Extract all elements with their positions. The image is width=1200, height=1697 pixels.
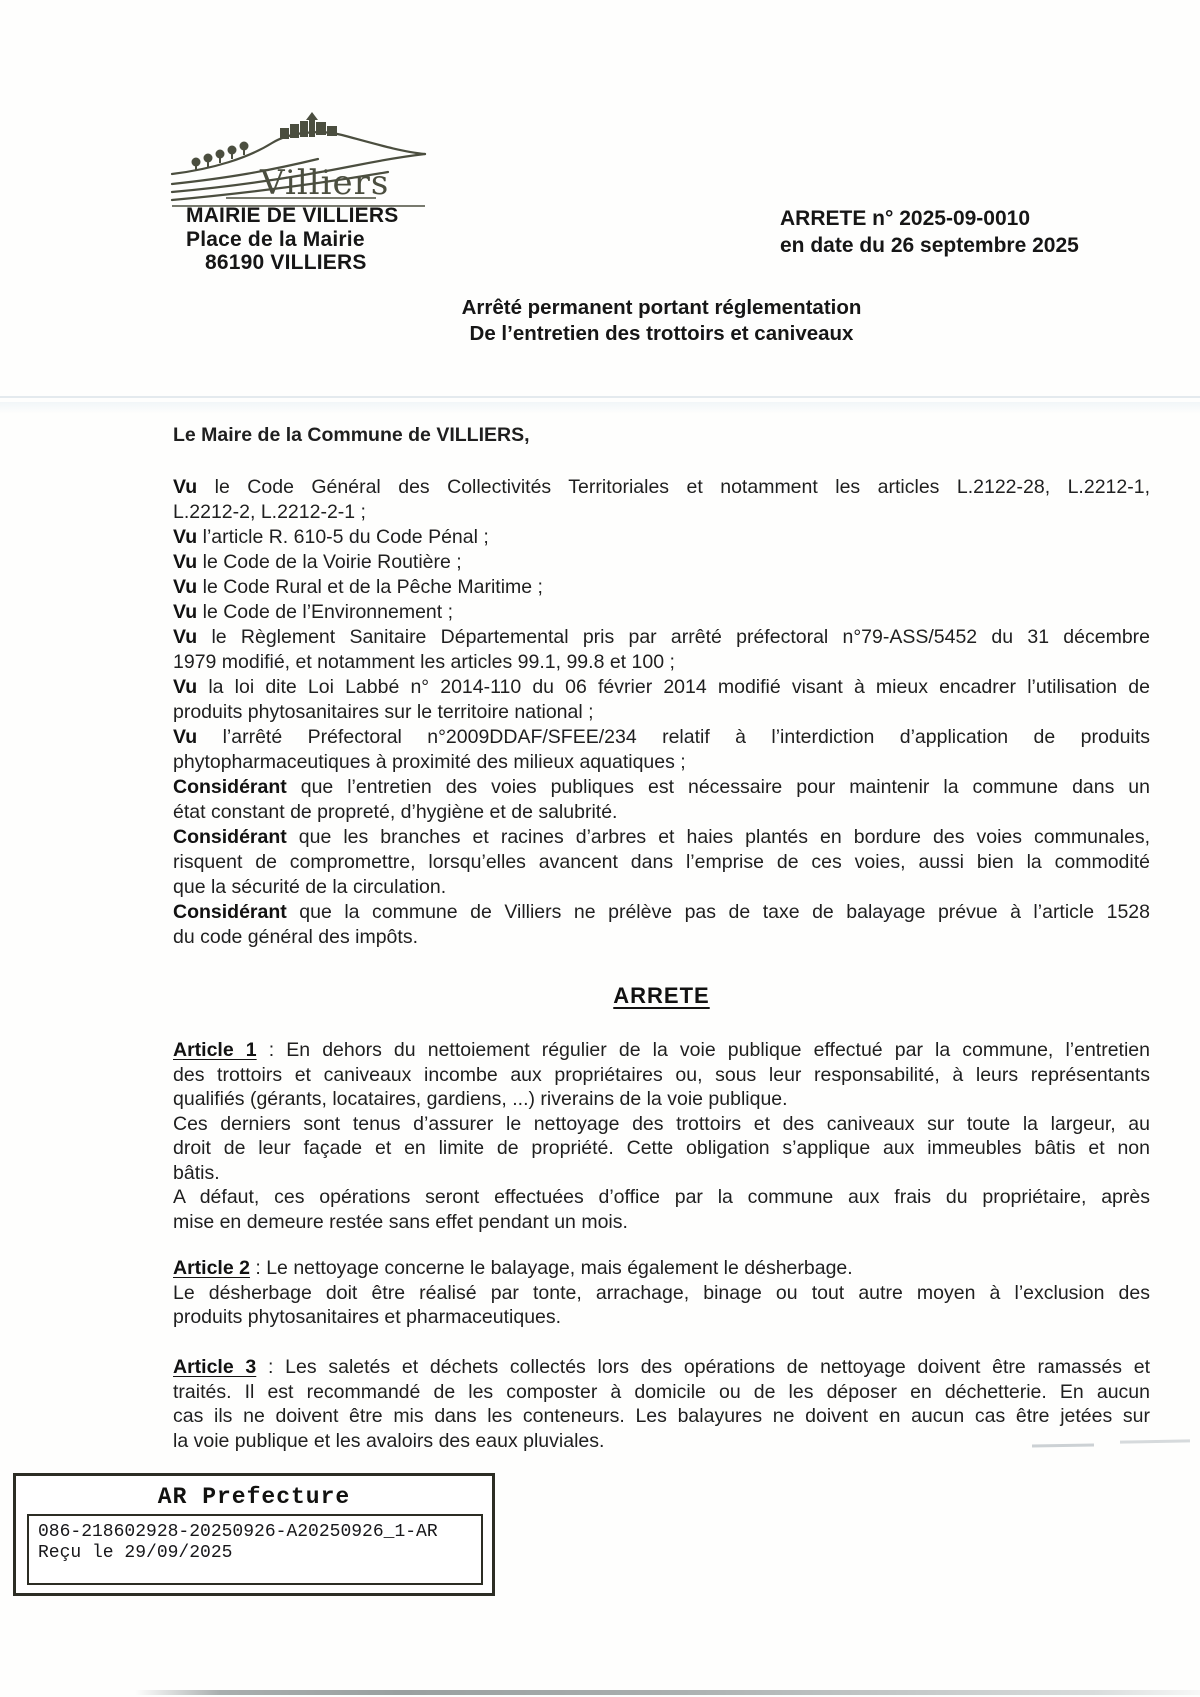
ar-prefecture-stamp (13, 1473, 495, 1596)
text-line: Vu le Règlement Sanitaire Départemental pris par arrêté préfectoral n°79-ASS/5452 du 31 décembre (173, 626, 1150, 648)
document-title (173, 295, 1150, 347)
text-line: Vu l’article R. 610-5 du Code Pénal ; (173, 526, 489, 548)
text-line: mise en demeure restée sans effet pendant un mois. (173, 1210, 628, 1233)
text-line: Vu l’arrêté Préfectoral n°2009DDAF/SFEE/234 relatif à l’interdiction d’application de produits (173, 726, 1150, 748)
scan-streak (0, 402, 1200, 414)
text-line: Considérant que la commune de Villiers ne prélève pas de taxe de balayage prévue à l’article 1528 (173, 901, 1150, 923)
scan-edge-bar (135, 1690, 1200, 1695)
arrete-number: ARRETE n° 2025-09-0010 (780, 207, 1031, 230)
salutation: Le Maire de la Commune de VILLIERS, (173, 424, 530, 446)
text-line: cas ils ne doivent être mis dans les conteneurs. Les balayures ne doivent en aucun cas être jetées sur (173, 1405, 1150, 1427)
text-line: produits phytosanitaires et pharmaceutiques. (173, 1306, 562, 1328)
text-line: Article 3 : Les saletés et déchets collectés lors des opérations de nettoyage doivent être ramassés et (173, 1356, 1151, 1378)
text-line: Article 1 : En dehors du nettoiement régulier de la voie publique effectué par la commune, l’entretien (173, 1039, 1150, 1061)
text-line: traités. Il est recommandé de les composter à domicile ou de les déposer en déchetterie. En aucun (173, 1380, 1150, 1403)
village-hill-illustration (168, 112, 430, 212)
mairie-address-block (186, 204, 398, 275)
text-line: du code général des impôts. (173, 926, 418, 948)
title-line-1: Arrêté permanent portant réglementation (461, 296, 862, 319)
stamp-reference: 086-218602928-20250926-A20250926_1-AR (38, 1522, 438, 1542)
text-line: la voie publique et les avaloirs des eaux pluviales. (173, 1429, 605, 1452)
text-line: L.2212-2, L.2212-2-1 ; (173, 501, 366, 523)
mairie-street: Place de la Mairie (186, 227, 365, 251)
scan-streak (0, 396, 1200, 398)
text-line: A défaut, ces opérations seront effectuées d’office par la commune aux frais du propriétaire, après (173, 1186, 1150, 1208)
text-line: des trottoirs et caniveaux incombe aux propriétaires ou, sous leur responsabilité, à leurs représentants (173, 1063, 1150, 1086)
text-line: Article 2 : Le nettoyage concerne le balayage, mais également le désherbage. (173, 1257, 853, 1279)
text-line: Ces derniers sont tenus d’assurer le nettoyage des trottoirs et des caniveaux sur toute la largeur, au (173, 1112, 1150, 1135)
title-line-2: De l’entretien des trottoirs et caniveaux (469, 322, 854, 345)
logo-script-text: Villiers (260, 163, 390, 203)
mairie-name: MAIRIE DE VILLIERS (186, 204, 399, 227)
text-line: Considérant que les branches et racines d’arbres et haies plantés en bordure des voies communales, (173, 826, 1150, 848)
text-line: Vu le Code de l’Environnement ; (173, 601, 454, 623)
text-line: produits phytosanitaires sur le territoire national ; (173, 701, 594, 723)
text-line: Vu le Code Général des Collectivités Territoriales et notamment les articles L.2122-28, L.2212-1, (173, 476, 1150, 498)
text-line: Considérant que l’entretien des voies publiques est nécessaire pour maintenir la commune dans un (173, 776, 1150, 798)
article-2 (173, 1256, 1150, 1330)
text-line: Vu le Code de la Voirie Routière ; (173, 551, 462, 573)
text-line: qualifiés (gérants, locataires, gardiens, ...) riverains de la voie publique. (173, 1088, 788, 1110)
mairie-city: 86190 VILLIERS (205, 251, 367, 274)
stamp-details-box (27, 1514, 483, 1585)
stamp-title: AR Prefecture (157, 1484, 351, 1510)
text-line: risquent de compromettre, lorsqu’elles avancent dans l’emprise de ces voies, aussi bien la commodité (173, 851, 1150, 873)
stamp-received-date: Reçu le 29/09/2025 (38, 1543, 233, 1563)
villiers-logo (168, 112, 430, 212)
arrete-date: en date du 26 septembre 2025 (780, 233, 1079, 257)
arrete-section-heading: ARRETE (613, 983, 710, 1008)
arrete-reference-block (780, 206, 1079, 259)
article-3 (173, 1355, 1150, 1453)
text-line: Vu le Code Rural et de la Pêche Maritime ; (173, 576, 543, 598)
text-line: droit de leur façade et en limite de propriété. Cette obligation s’applique aux immeubles bâtis et non (173, 1137, 1150, 1159)
text-line: 1979 modifié, et notamment les articles 99.1, 99.8 et 100 ; (173, 651, 675, 673)
preamble (173, 475, 1150, 950)
text-line: bâtis. (173, 1161, 220, 1184)
text-line: Le désherbage doit être réalisé par tonte, arrachage, binage ou tout autre moyen à l’exclusion des (173, 1281, 1150, 1304)
text-line: que la sécurité de la circulation. (173, 876, 447, 898)
text-line: Vu la loi dite Loi Labbé n° 2014-110 du 06 février 2014 modifié visant à mieux encadrer l’utilisation de (173, 676, 1150, 698)
article-1 (173, 1038, 1150, 1234)
text-line: phytopharmaceutiques à proximité des milieux aquatiques ; (173, 751, 686, 773)
text-line: état constant de propreté, d’hygiène et de salubrité. (173, 801, 618, 823)
